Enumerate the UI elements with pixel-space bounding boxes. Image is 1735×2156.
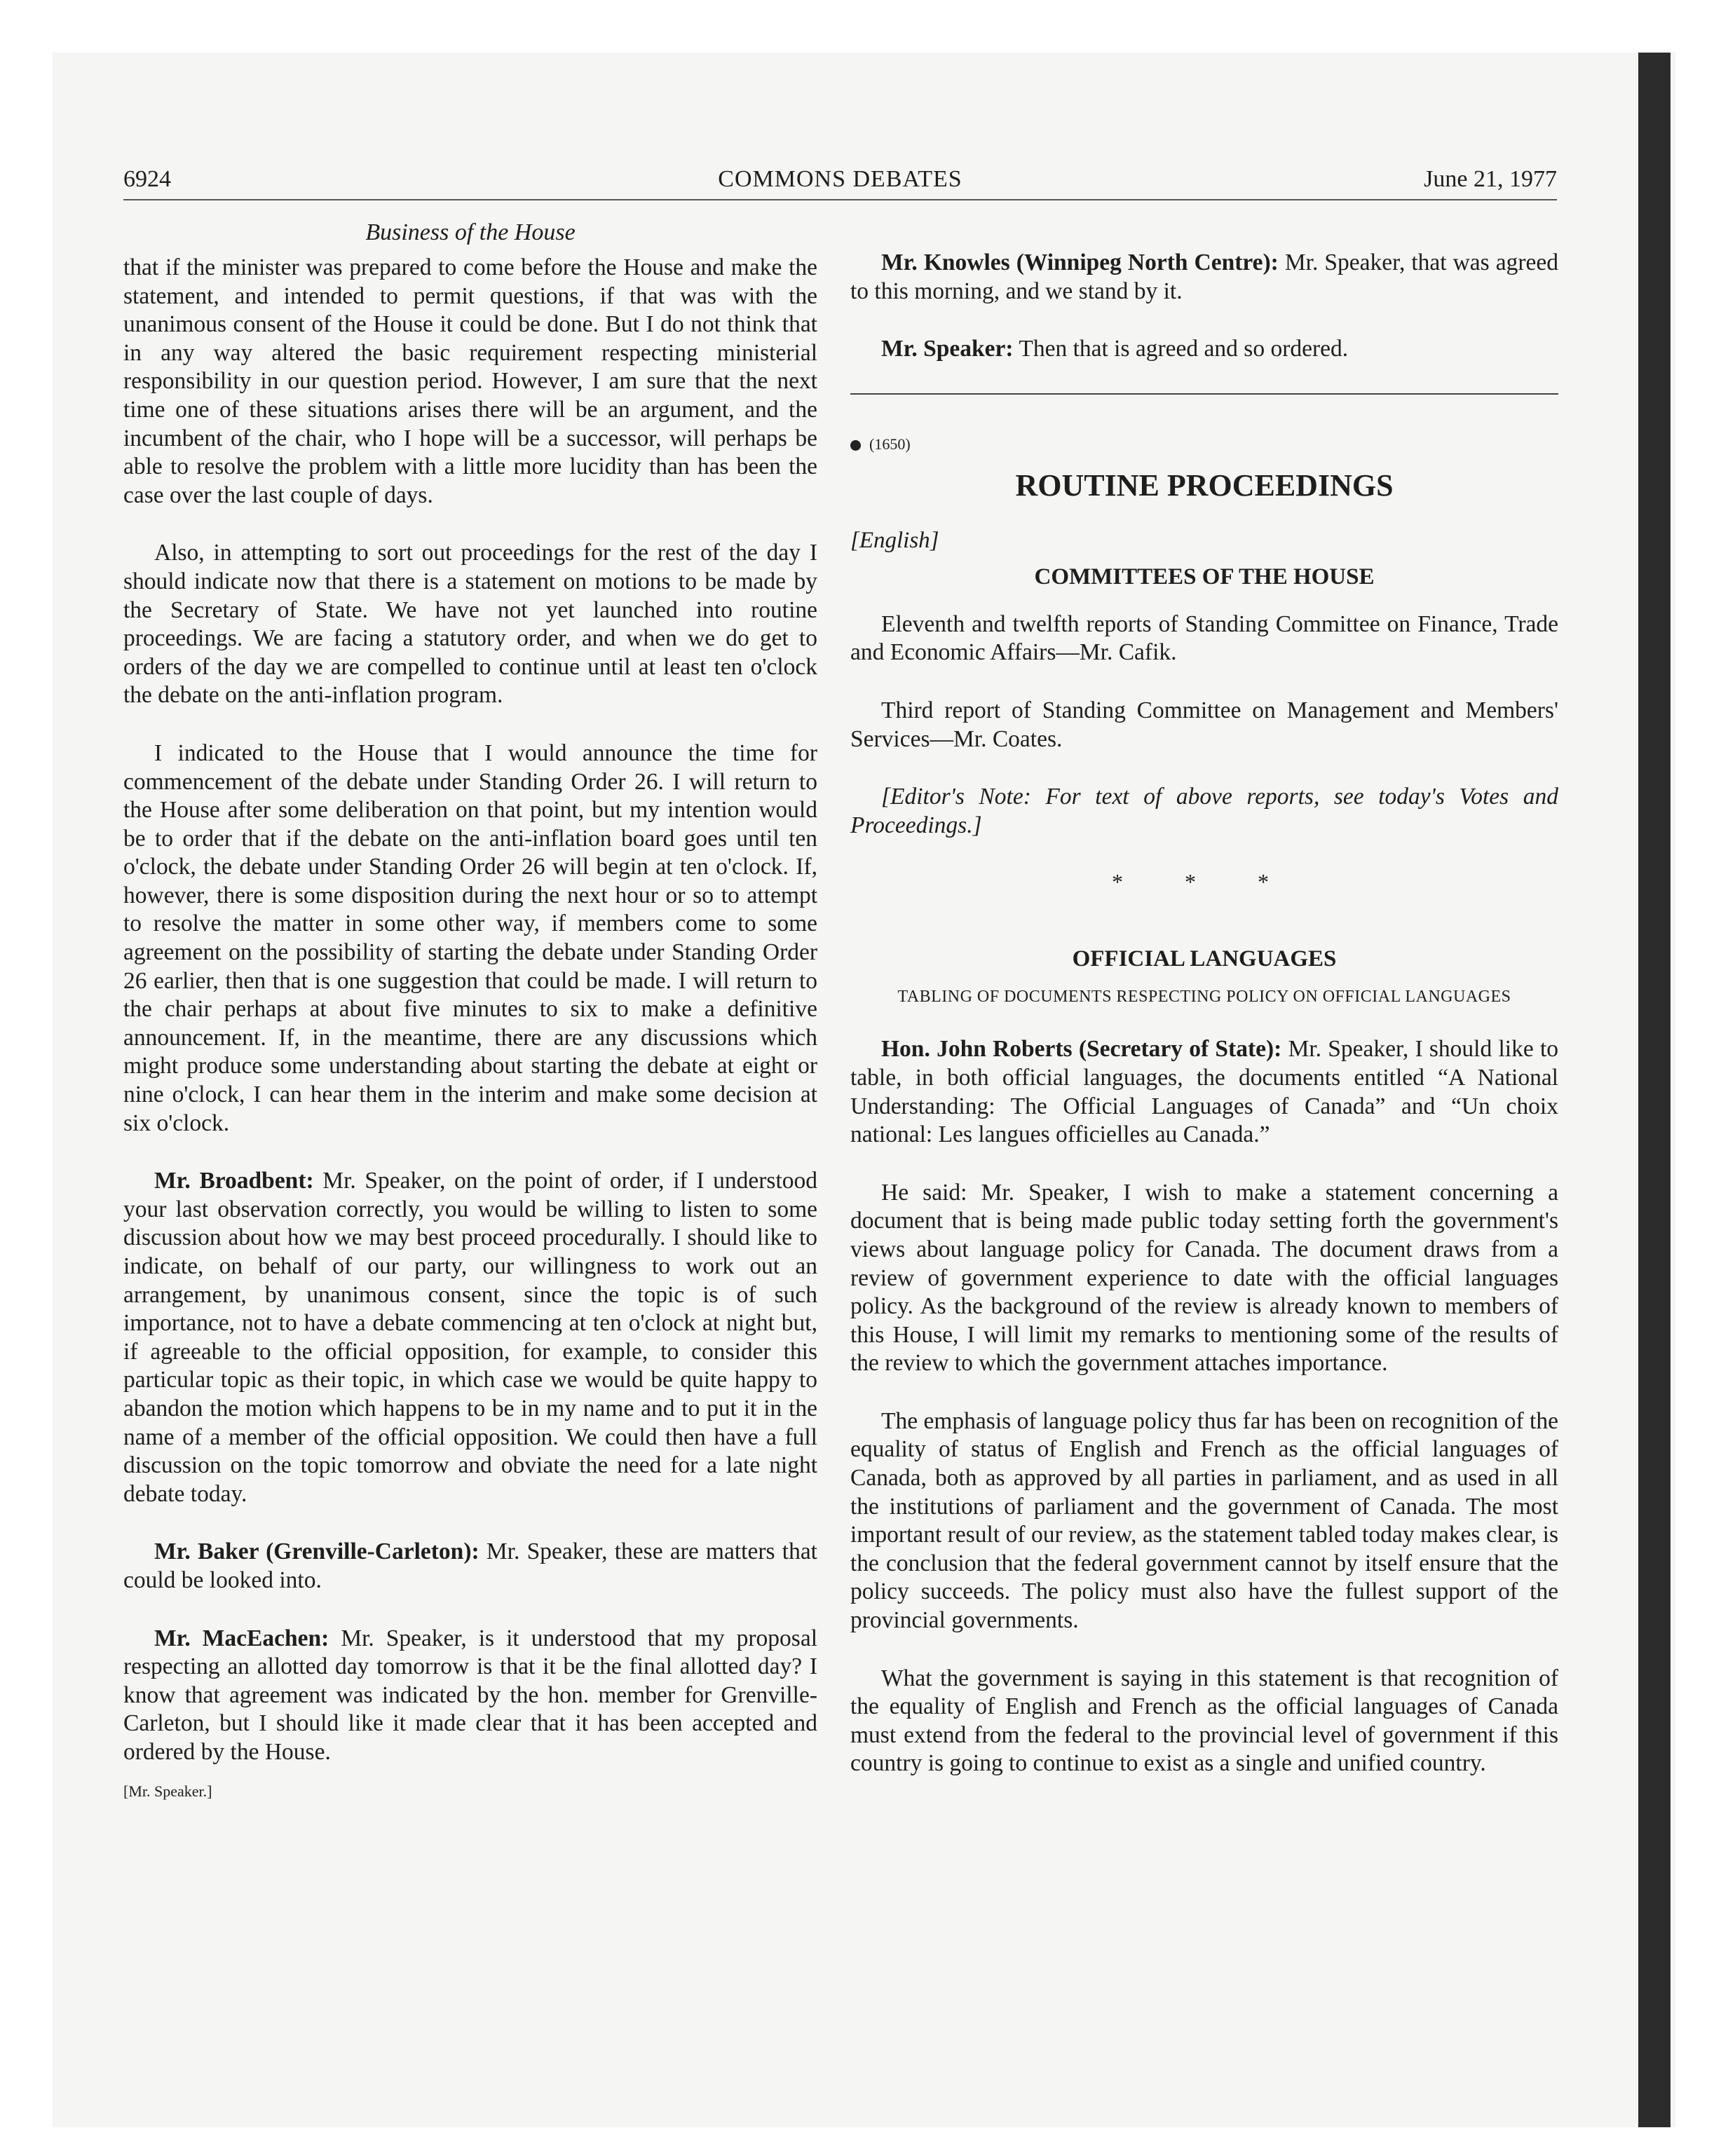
running-head: Business of the House — [365, 219, 576, 245]
committees-title: COMMITTEES OF THE HOUSE — [1034, 564, 1375, 589]
speech-text: Mr. Speaker, is it understood that my proposal respecting an allotted day tomorrow is that it be the final allotted day? I know that agreement was indicated by the hon. member for Grenville-Carleton, but I should like it made clear that it has been accepted and ordered by the House. — [123, 1625, 818, 1765]
time-label: (1650) — [869, 435, 911, 453]
speech-text: Then that is agreed and so ordered. — [1019, 336, 1349, 362]
topic-subtitle: TABLING OF DOCUMENTS RESPECTING POLICY ON OFFICIAL LANGUAGES — [897, 988, 1511, 1007]
speech-text: Mr. Speaker, these are matters that could be looked into. — [123, 1538, 817, 1593]
speech-text: Mr. Speaker, I should like to table, in both official languages, the documents entitled “A National Understanding: The Official Languages of Canada” and “Un choix national: Les langues officielles au Canada.” — [850, 1036, 1559, 1148]
paragraph: He said: Mr. Speaker, I wish to make a statement concerning a document that is being made public today setting forth the government's views about language policy for Canada. The document draws from a review of government experience to date with the official languages policy. As the background of the review is already known to members of this House, I will limit my remarks to mentioning some of the results of the review to which the government attaches importance. — [850, 1179, 1558, 1377]
paragraph: that if the minister was prepared to come before the House and make the statement, and intended to permit questions, if that was with the unanimous consent of the House it could be done. But I do not think that in any way altered the basic requirement respecting ministerial responsibility in our question period. However, I am sure that the next time one of these situations arises there will be an argument, and the incumbent of the chair, who I hope will be a successor, will perhaps be able to resolve the problem with a little more lucidity than has been the case over the last couple of days. — [123, 254, 817, 508]
language-tag: [English] — [850, 527, 939, 553]
speaker-name: Mr. Speaker: — [881, 336, 1014, 362]
speech-text: Mr. Speaker, on the point of order, if I understood your last observation correctly, you would be willing to listen to some discussion about how we may best proceed procedurally. I should like to indicate, on behalf of our party, our willingness to work out an arrangement, by unanimous consent, since the topic is of such importance, not to have a debate commencing at ten o'clock at night but, if agreeable to the official opposition, for example, to consider this particular topic as their topic, in which case we would be quite happy to abandon the motion which happens to be in my name and to put it in the name of a member of the official opposition. We could then have a full discussion on the topic tomorrow and obviate the need for a late night debate today. — [123, 1168, 817, 1507]
editor-note: [Editor's Note: For text of above reports, see today's Votes and Proceedings.] — [850, 784, 1558, 838]
page-number: 6924 — [123, 166, 171, 192]
speech — [123, 1167, 817, 1508]
speech — [123, 1538, 817, 1595]
separator-stars: * * * — [1112, 869, 1297, 895]
speech — [123, 1625, 817, 1767]
speech-text: Mr. Speaker, that was agreed to this morning, and we stand by it. — [850, 250, 1559, 304]
scan-edge-bar — [1638, 53, 1671, 2127]
speaker-name: Hon. John Roberts (Secretary of State): — [881, 1036, 1282, 1063]
publication-date: June 21, 1977 — [1424, 166, 1557, 192]
speech — [850, 1035, 1558, 1149]
topic-title: OFFICIAL LANGUAGES — [1072, 946, 1337, 972]
publication-title: COMMONS DEBATES — [718, 166, 962, 192]
committee-report: Third report of Standing Committee on Management and Members' Services—Mr. Coates. — [850, 697, 1558, 752]
section-title: ROUTINE PROCEEDINGS — [1015, 468, 1394, 503]
right-column — [850, 249, 1558, 1808]
left-column — [123, 210, 817, 1801]
section-divider — [850, 393, 1558, 395]
paragraph: The emphasis of language policy thus far has been on recognition of the equality of status of English and French as the official languages of Canada, both as approved by all parties in parliament, and as used in all the institutions of parliament and the government of Canada. The most important result of our review, as the statement tabled today makes clear, is the conclusion that the federal government cannot by itself ensure that the policy succeeds. The policy must also have the fullest support of the provincial governments. — [850, 1407, 1558, 1634]
speaker-note: [Mr. Speaker.] — [123, 1782, 212, 1800]
speaker-name: Mr. Baker (Grenville-Carleton): — [154, 1538, 479, 1565]
speaker-name: Mr. Broadbent: — [154, 1168, 314, 1194]
committee-report: Eleventh and twelfth reports of Standing Committee on Finance, Trade and Economic Affairs—Mr. Cafik. — [850, 610, 1558, 666]
speech — [850, 249, 1558, 306]
bullet-icon — [850, 440, 861, 451]
speech — [850, 335, 1558, 364]
speaker-name: Mr. MacEachen: — [154, 1625, 329, 1651]
paragraph: What the government is saying in this statement is that recognition of the equality of English and French as the official languages of Canada must extend from the federal to the provincial level of government if this country is going to continue to exist as a single and unified country. — [850, 1665, 1558, 1777]
page-header — [123, 163, 1557, 200]
time-marker — [850, 434, 1558, 455]
speaker-name: Mr. Knowles (Winnipeg North Centre): — [881, 250, 1279, 275]
paragraph: Also, in attempting to sort out proceedings for the rest of the day I should indicate now that there is a statement on motions to be made by the Secretary of State. We have not yet launched into routine proceedings. We are facing a statutory order, and when we do get to orders of the day we are compelled to continue until at least ten o'clock the debate on the anti-inflation program. — [123, 540, 817, 709]
paragraph: I indicated to the House that I would announce the time for commencement of the debate under Standing Order 26. I will return to the House after some deliberation on that point, but my intention would be to order that if the debate on the anti-inflation board goes until ten o'clock, the debate under Standing Order 26 will begin at ten o'clock. If, however, there is some disposition during the next hour or so to attempt to resolve the matter in some other way, if members come to some agreement on the possibility of starting the debate under Standing Order 26 earlier, then that is one suggestion that could be made. I will return to the chair perhaps at about five minutes to six to make a definitive announcement. If, in the meantime, there are any discussions which might produce some understanding about starting the debate at eight or nine o'clock, I can hear them in the interim and make some decision at six o'clock. — [123, 739, 817, 1136]
